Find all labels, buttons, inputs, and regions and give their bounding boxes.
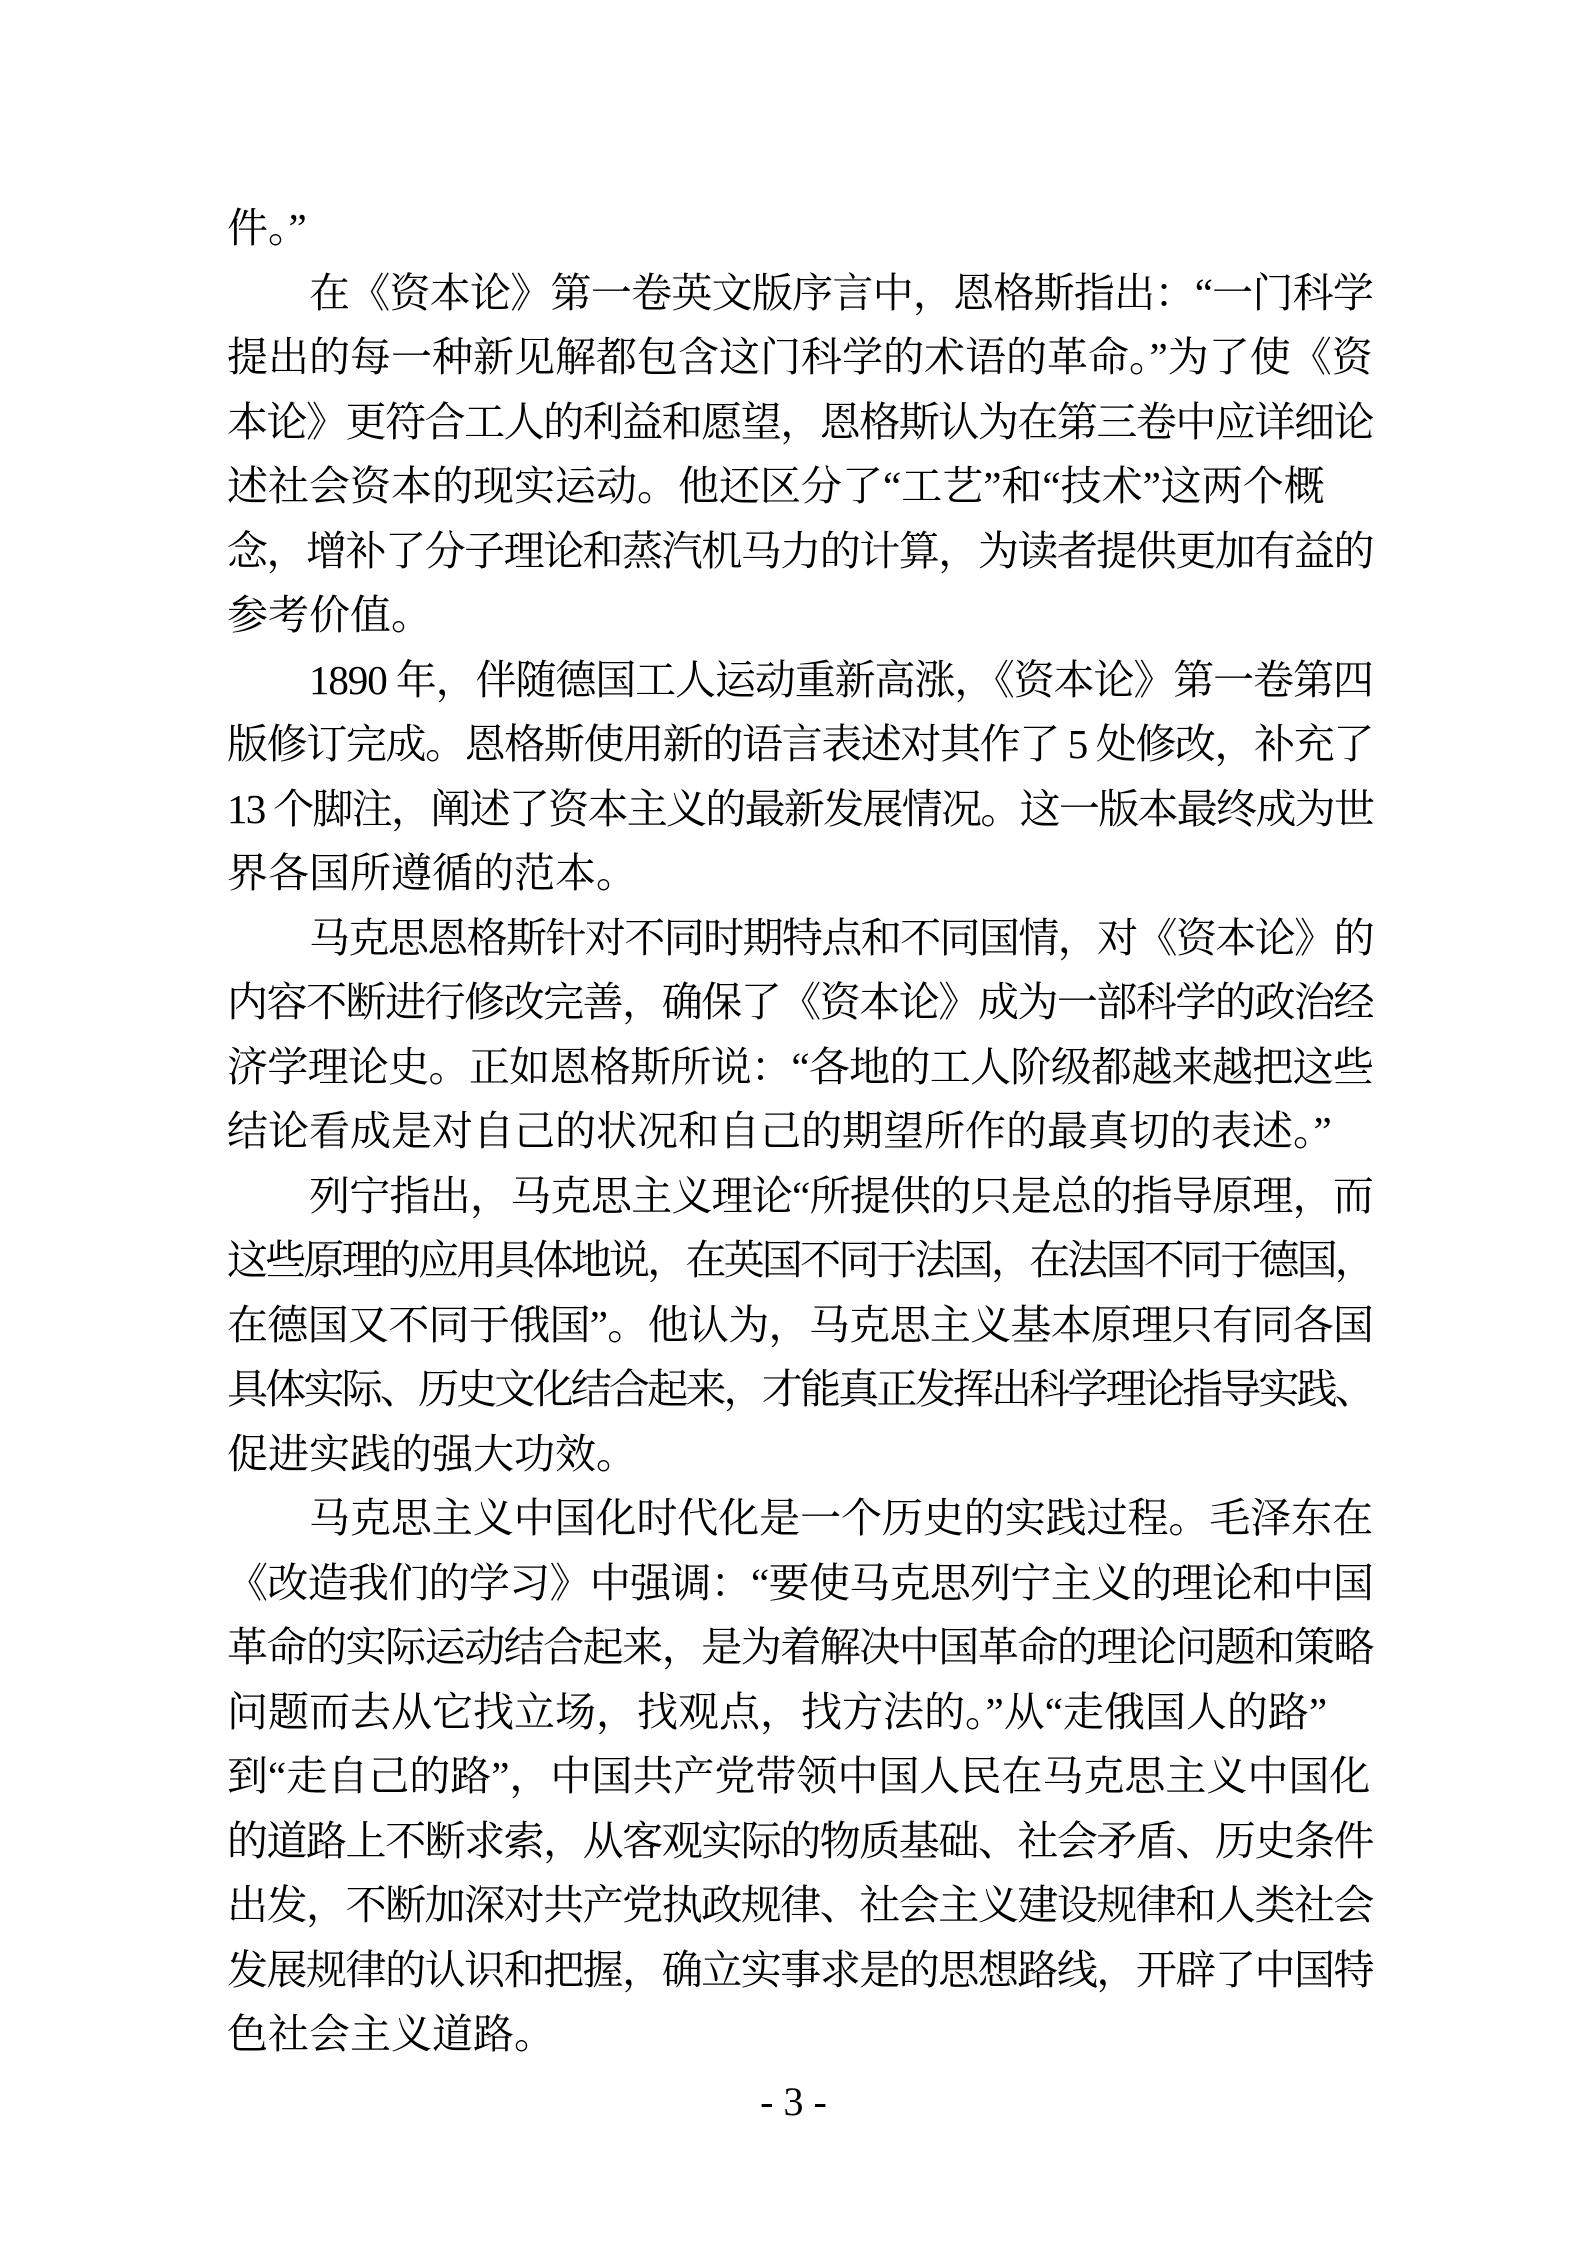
text-line: 的道路上不断求索，从客观实际的物质基础、社会矛盾、历史条件	[227, 1817, 1373, 1864]
text-line: 提出的每一种新见解都包含这门科学的术语的革命。”为了使《资	[227, 334, 1373, 380]
text-line: 《改造我们的学习》中强调：“要使马克思列宁主义的理论和中国	[227, 1559, 1374, 1606]
text-line: 马克思主义中国化时代化是一个历史的实践过程。毛泽东在	[309, 1495, 1373, 1541]
text-line: 促进实践的强大功效。	[227, 1430, 637, 1477]
text-line: 在德国又不同于俄国”。他认为，马克思主义基本原理只有同各国	[227, 1301, 1374, 1348]
text-line: 到“走自己的路”，中国共产党带领中国人民在马克思主义中国化	[227, 1753, 1371, 1799]
text-line: 发展规律的认识和把握，确立实事求是的思想路线，开辟了中国特	[227, 1946, 1373, 1993]
text-line: 这些原理的应用具体地说，在英国不同于法国，在法国不同于德国，	[227, 1237, 1373, 1283]
text-line: 1890 年，伴随德国工人运动重新高涨，《资本论》第一卷第四	[309, 656, 1373, 703]
document-body	[227, 196, 1373, 2067]
text-line: 内容不断进行修改完善，确保了《资本论》成为一部科学的政治经	[227, 979, 1373, 1025]
text-line: 出发，不断加深对共产党执政规律、社会主义建设规律和人类社会	[227, 1882, 1373, 1928]
text-line: 13 个脚注，阐述了资本主义的最新发展情况。这一版本最终成为世	[227, 785, 1374, 832]
text-line: 件。”	[227, 205, 307, 251]
text-line: 在《资本论》第一卷英文版序言中，恩格斯指出：“一门科学	[309, 269, 1374, 316]
text-line: 革命的实际运动结合起来，是为着解决中国革命的理论问题和策略	[227, 1624, 1373, 1670]
text-line: 版修订完成。恩格斯使用新的语言表述对其作了 5 处修改，补充了	[227, 721, 1373, 767]
text-line: 参考价值。	[227, 592, 432, 638]
page-number: - 3 -	[760, 2079, 827, 2124]
text-line: 色社会主义道路。	[227, 2011, 555, 2057]
text-line: 马克思恩格斯针对不同时期特点和不同国情，对《资本论》的	[309, 914, 1373, 961]
text-line: 本论》更符合工人的利益和愿望，恩格斯认为在第三卷中应详细论	[227, 398, 1373, 445]
text-line: 念，增补了分子理论和蒸汽机马力的计算，为读者提供更加有益的	[227, 527, 1373, 574]
text-line: 问题而去从它找立场，找观点，找方法的。”从“走俄国人的路”	[227, 1688, 1328, 1735]
text-line: 具体实际、历史文化结合起来，才能真正发挥出科学理论指导实践、	[227, 1366, 1373, 1412]
text-line: 结论看成是对自己的状况和自己的期望所作的最真切的表述。”	[227, 1108, 1332, 1154]
text-line: 济学理论史。正如恩格斯所说：“各地的工人阶级都越来越把这些	[227, 1043, 1374, 1090]
text-line: 列宁指出，马克思主义理论“所提供的只是总的指导原理，而	[309, 1172, 1374, 1219]
text-line: 述社会资本的现实运动。他还区分了“工艺”和“技术”这两个概	[227, 463, 1325, 509]
page-footer	[0, 2078, 1587, 2126]
text-line: 界各国所遵循的范本。	[227, 850, 637, 896]
